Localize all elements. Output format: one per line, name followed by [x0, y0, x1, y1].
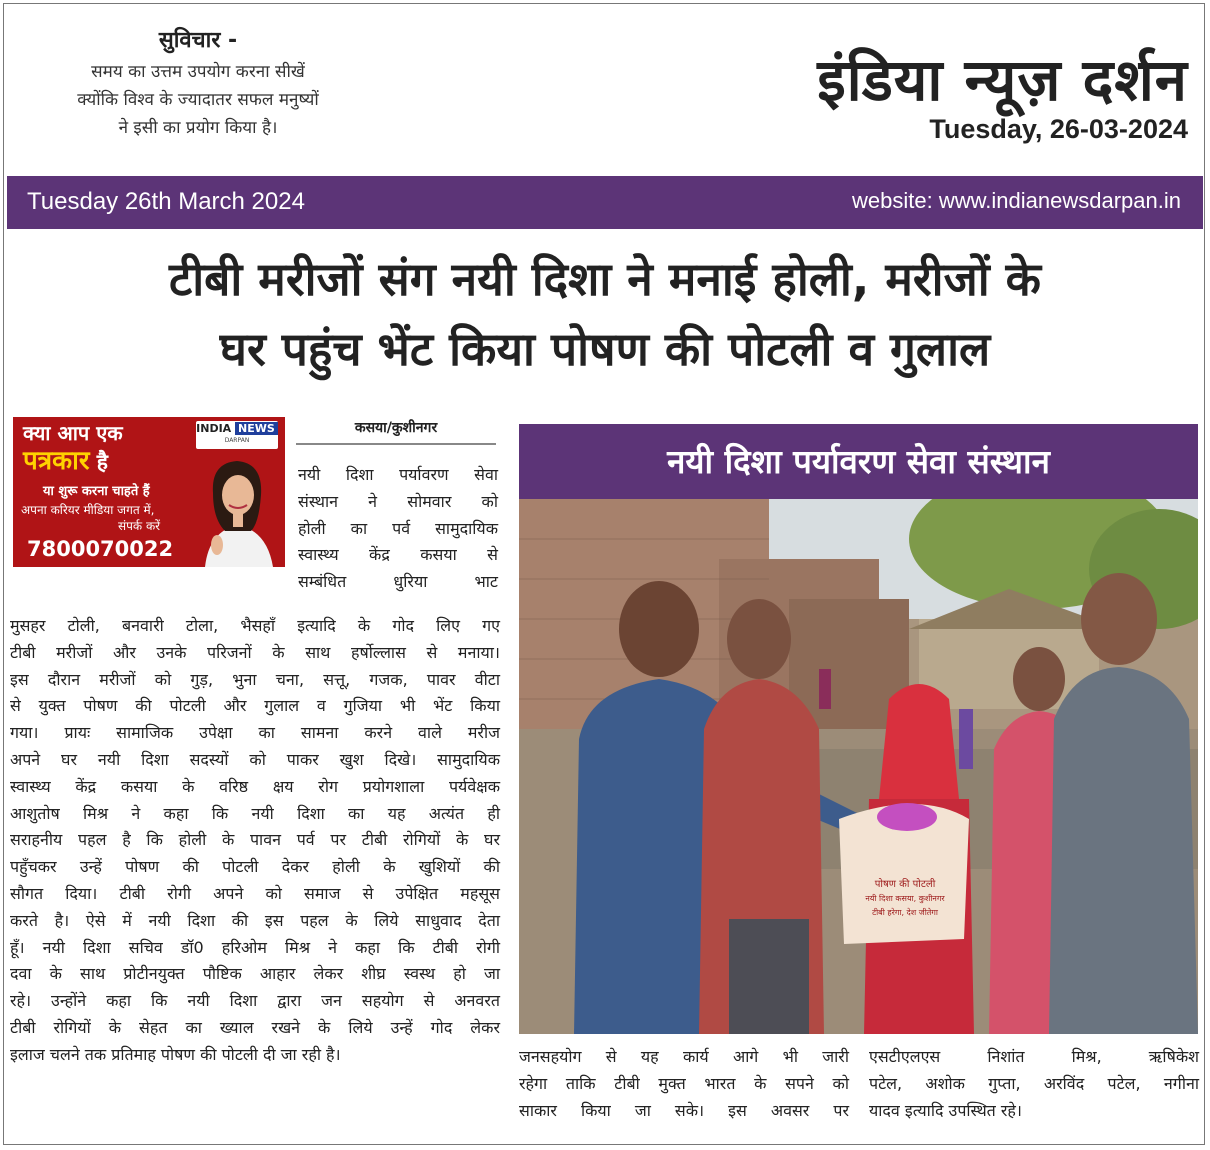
headline: [10, 244, 1200, 384]
caption-line: जनसहयोग से यह कार्य आगे भी जारी: [519, 1047, 849, 1066]
journalist-ad[interactable]: [13, 417, 285, 567]
bag-text: नयी दिशा कसया, कुशीनगर: [865, 894, 945, 903]
photo-caption-left: [519, 1043, 849, 1124]
text-line: रहे। उन्होंने कहा कि नयी दिशा द्वारा जन सहयोग से अनवरत: [10, 991, 500, 1011]
text-line: हूँ। नयी दिशा सचिव डॉ0 हरिओम मिश्र ने कहा कि टीबी रोगी: [10, 937, 500, 957]
text-line: स्वास्थ्य केंद्र कसया के वरिष्ठ क्षय रोग प्रयोगशाला पर्यवेक्षक: [10, 776, 500, 796]
ad-logo-tag: DARPAN: [224, 437, 250, 444]
headline-line: टीबी मरीजों संग नयी दिशा ने मनाई होली, मरीजों के: [169, 252, 1041, 306]
ad-line: अपना करियर मीडिया जगत में,: [21, 503, 155, 517]
text-line: सौगत दिया। टीबी रोगी अपने को समाज से उपेक्षित महसूस: [10, 883, 500, 903]
text-line: आशुतोष मिश्र ने कहा कि नयी दिशा का यह अत्यंत ही: [10, 803, 500, 823]
caption-line: साकार किया जा सके। इस अवसर पर: [519, 1101, 849, 1120]
ad-person-image: [195, 453, 281, 567]
thought-line: ने इसी का प्रयोग किया है।: [118, 118, 278, 138]
bag-text: टीबी हरेगा, देश जीतेगा: [872, 908, 938, 917]
text-line: अपने घर नयी दिशा सदस्यों को पाकर खुश दिखे। सामुदायिक: [10, 749, 500, 769]
text-line: इस दौरान मरीजों को गुड़, भुना चना, सत्तू, गजक, पावर वीटा: [10, 669, 500, 689]
thought-line: क्योंकि विश्व के ज्यादातर सफल मनुष्यों: [77, 90, 319, 110]
date-bar-date: Tuesday 26th March 2024: [27, 188, 305, 215]
text-line: स्वास्थ्य केंद्र कसया से: [298, 545, 498, 565]
text-line: टीबी रोगियों के सेहत का ख्याल रखने के लिये उन्हें गोद लेकर: [10, 1017, 500, 1037]
text-line: नयी दिशा पर्यावरण सेवा: [298, 465, 498, 484]
text-line: संस्थान ने सोमवार को: [298, 491, 498, 511]
thought-title: सुविचार -: [158, 28, 238, 53]
ad-phone[interactable]: 7800070022: [27, 537, 174, 561]
date-bar: [7, 176, 1203, 229]
ad-line: संपर्क करें: [118, 519, 161, 533]
text-line: करते है। ऐसे में नयी दिशा की इस पहल के लिये साधुवाद देता: [10, 910, 500, 930]
event-photo-illustration: [519, 499, 1198, 1034]
ad-line: क्या आप एक: [23, 421, 123, 445]
text-line: मुसहर टोली, बनवारी टोला, भैसहाँ इत्यादि के गोद लिए गए: [10, 616, 500, 635]
text-line: टीबी मरीजों और उनके परिजनों के साथ हर्षोल्लास से मनाया।: [10, 642, 500, 662]
ad-logo-india: INDIA: [196, 422, 232, 435]
text-line: से युक्त पोषण की पोटली और गुलाल व गुजिया भी भेंट किया: [10, 696, 500, 716]
caption-line: रहेगा ताकि टीबी मुक्त भारत के सपने को: [519, 1074, 849, 1093]
thought-box: [18, 24, 378, 142]
text-line: सराहनीय पहल है कि होली के पावन पर्व पर टीबी रोगियों के घर: [10, 830, 500, 850]
text-line: गया। प्रायः सामाजिक उपेक्षा का सामना करने वाले मरीज: [10, 723, 500, 743]
article-body-main: [10, 613, 500, 1069]
ad-logo: [196, 421, 278, 449]
ad-logo-news: NEWS: [235, 422, 278, 435]
caption-line: यादव इत्यादि उपस्थित रहे।: [869, 1101, 1022, 1120]
thought-line: समय का उत्तम उपयोग करना सीखें: [91, 62, 305, 82]
caption-line: एसटीएलएस निशांत मिश्र, ऋषिकेश: [869, 1047, 1199, 1066]
masthead-title: इंडिया न्यूज़ दर्शन: [817, 46, 1188, 114]
organization-banner: [519, 424, 1198, 499]
text-line: पहुँचकर उन्हें पोषण की पोटली देकर होली के खुशियों की: [10, 857, 500, 877]
organization-title: नयी दिशा पर्यावरण सेवा संस्थान: [667, 442, 1050, 481]
website-link[interactable]: website: www.indianewsdarpan.in: [852, 188, 1181, 213]
headline-line: घर पहुंच भेंट किया पोषण की पोटली व गुलाल: [219, 322, 991, 376]
text-line: होली का पर्व सामुदायिक: [298, 518, 498, 538]
photo-caption-right: [869, 1043, 1199, 1124]
ad-highlight: पत्रकार: [23, 446, 90, 476]
ad-line: या शुरू करना चाहते हैं: [43, 484, 150, 499]
caption-line: पटेल, अशोक गुप्ता, अरविंद पटेल, नगीना: [869, 1074, 1199, 1093]
event-photo: [519, 499, 1198, 1034]
ad-line-rest: है: [89, 450, 108, 474]
dateline: कसया/कुशीनगर: [296, 418, 496, 445]
text-line: इलाज चलने तक प्रतिमाह पोषण की पोटली दी जा रही है।: [10, 1044, 341, 1064]
ad-line: [23, 441, 108, 477]
masthead-date: Tuesday, 26-03-2024: [929, 114, 1188, 144]
bag-text: पोषण की पोटली: [874, 879, 936, 890]
text-line: दवा के साथ प्रोटीनयुक्त पौष्टिक आहार लेकर शीघ्र स्वस्थ हो जा: [10, 964, 500, 984]
text-line: सम्बंधित धुरिया भाट: [298, 572, 498, 592]
article-body-top: [298, 462, 498, 596]
